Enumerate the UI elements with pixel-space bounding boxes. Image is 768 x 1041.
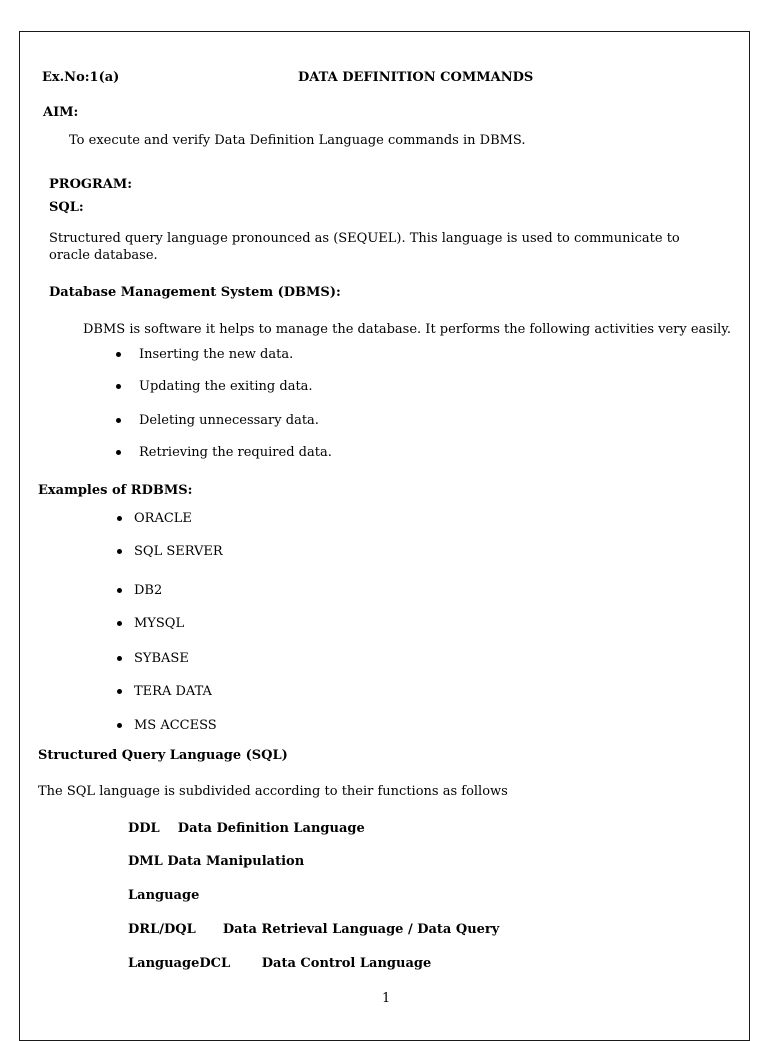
- sql-category-line: DML Data Manipulation: [128, 854, 305, 869]
- list-item-text: TERA DATA: [134, 684, 212, 699]
- sql-description: Structured query language pronounced as (SEQUEL). This language is used to communicate to oracle database.: [49, 231, 680, 263]
- bullet-icon: [117, 656, 122, 661]
- list-item-text: Updating the exiting data.: [139, 379, 313, 394]
- sql-category-line: DDL Data Definition Language: [128, 821, 365, 836]
- sql-heading: SQL:: [49, 200, 84, 215]
- sql-section-intro: The SQL language is subdivided according to their functions as follows: [38, 784, 508, 799]
- sql-category-line: LanguageDCL Data Control Language: [128, 956, 432, 971]
- bullet-icon: [117, 549, 122, 554]
- list-item-text: Retrieving the required data.: [139, 445, 332, 460]
- aim-heading: AIM:: [43, 105, 79, 120]
- exercise-number: Ex.No:1(a): [42, 70, 120, 85]
- rdbms-heading: Examples of RDBMS:: [38, 483, 193, 498]
- sql-category-line: DRL/DQL Data Retrieval Language / Data Query: [128, 922, 500, 937]
- list-item-text: Deleting unnecessary data.: [139, 413, 319, 428]
- list-item-text: SYBASE: [134, 651, 189, 666]
- sql-category-line: Language: [128, 888, 200, 903]
- list-item-text: DB2: [134, 583, 163, 598]
- sql-section-heading: Structured Query Language (SQL): [38, 748, 288, 763]
- bullet-icon: [116, 384, 121, 389]
- bullet-icon: [117, 621, 122, 626]
- bullet-icon: [117, 689, 122, 694]
- list-item-text: MYSQL: [134, 616, 185, 631]
- page-number: 1: [382, 991, 391, 1006]
- list-item-text: ORACLE: [134, 511, 192, 526]
- bullet-icon: [117, 723, 122, 728]
- bullet-icon: [117, 516, 122, 521]
- bullet-icon: [116, 352, 121, 357]
- page-title: DATA DEFINITION COMMANDS: [298, 70, 534, 85]
- dbms-intro: DBMS is software it helps to manage the database. It performs the following activities very easily.: [83, 322, 732, 337]
- program-heading: PROGRAM:: [49, 177, 133, 192]
- bullet-icon: [117, 588, 122, 593]
- list-item-text: MS ACCESS: [134, 718, 217, 733]
- dbms-heading: Database Management System (DBMS):: [49, 285, 341, 300]
- bullet-icon: [116, 450, 121, 455]
- bullet-icon: [116, 418, 121, 423]
- aim-text: To execute and verify Data Definition Language commands in DBMS.: [69, 133, 526, 148]
- list-item-text: SQL SERVER: [134, 544, 223, 559]
- list-item-text: Inserting the new data.: [139, 347, 294, 362]
